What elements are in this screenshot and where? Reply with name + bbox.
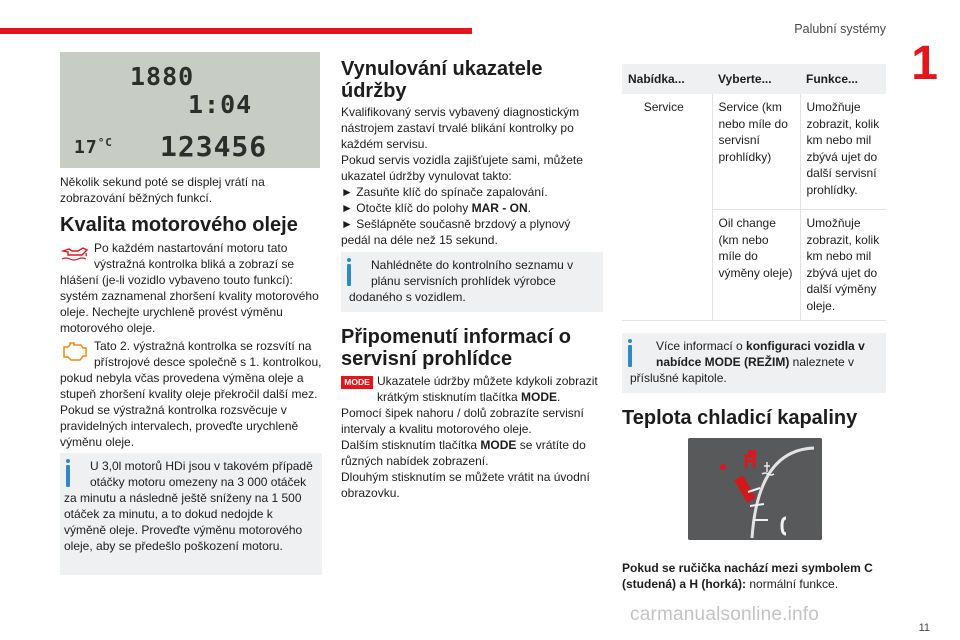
engine-warning-icon <box>60 338 90 364</box>
recall-paragraph-3 <box>341 437 603 469</box>
reset-step-2 <box>341 200 603 216</box>
recall-text: Dalším stisknutím tlačítka <box>341 438 481 452</box>
recall-paragraph-1 <box>341 373 603 405</box>
display-line2: 1:04 <box>188 90 253 119</box>
reset-section <box>341 104 603 248</box>
step-text: Otočte klíč do polohy <box>356 201 472 215</box>
running-title: Palubní systémy <box>794 22 886 36</box>
display-temp-unit: °C <box>97 136 113 149</box>
oil-paragraph-2-text: Tato 2. výstražná kontrolka se rozsvítí na přístrojové desce společně s 1. kontrolkou, pokud nebyla včas provedena výměna oleje a stupeň zhoršení kvality oleje překročil další mez. Pokud se výstražná kontrolka rozsvěcuje v pravidelných intervalech, proveďte urychleně výměnu oleje. <box>60 339 322 449</box>
table-header-row <box>622 64 886 94</box>
display-odometer: 123456 <box>160 130 268 163</box>
display-temperature <box>74 136 113 158</box>
coolant-paragraph-text: normální funkce. <box>746 577 839 591</box>
function-cell: Umožňuje zobrazit, kolik km nebo mil zbývá ujet do další servisní prohlídky. <box>800 94 886 210</box>
after-display-text: Několik sekund poté se displej vrátí na zobrazování běžných funkcí. <box>60 175 265 205</box>
coolant-paragraph-bold: Pokud se ručička nachází mezi symbolem C (studená) a H (horká): <box>622 561 873 591</box>
recall-text-end: . <box>557 390 561 404</box>
display-line1: 1880 <box>130 62 195 91</box>
oil-quality-section <box>60 240 322 450</box>
lcd-display-illustration <box>60 52 320 168</box>
page-number: 11 <box>918 622 930 634</box>
recall-text-end: se vrátíte do různých nabídek zobrazení. <box>341 438 586 468</box>
step-text: Sešlápněte současně brzdový a plynový pedál na déle než 15 sekund. <box>341 217 571 247</box>
checklist-note-text: Nahlédněte do kontrolního seznamu v plánu servisních prohlídek výrobce dodaného s vozidlem. <box>349 258 574 304</box>
recall-paragraph-4: Dlouhým stisknutím se můžete vrátit na úvodní obrazovku. <box>341 470 590 500</box>
mode-button-icon: MODE <box>341 376 373 389</box>
engine-note-box <box>60 453 322 575</box>
checklist-note-box <box>341 252 603 312</box>
oil-paragraph-1 <box>60 240 322 336</box>
bullet: ► <box>341 185 353 199</box>
display-temp-value: 17 <box>74 137 98 158</box>
bullet: ► <box>341 201 353 215</box>
mode-note-text-end: naleznete v příslušné kapitole. <box>630 355 855 385</box>
reset-paragraph-2: Pokud servis vozidla zajišťujete sami, můžete ukazatel údržby vynulovat takto: <box>341 153 583 183</box>
recall-text: Ukazatele údržby můžete kdykoli zobrazit krátkým stisknutím tlačítka <box>377 374 598 404</box>
watermark: carmanualsonline.info <box>630 604 820 625</box>
recall-paragraph-2: Pomocí šipek nahoru / dolů zobrazíte servisní intervaly a kvalitu motorového oleje. <box>341 406 584 436</box>
step-key-position: MAR - ON <box>471 201 528 215</box>
oil-can-warning-icon <box>60 242 90 262</box>
oil-quality-heading: Kvalita motorového oleje <box>60 214 298 236</box>
mode-note-emphasis: konfiguraci vozidla v nabídce MODE (REŽIM) <box>656 339 865 369</box>
select-cell: Service (km nebo míle do servisní prohlídky) <box>712 94 800 210</box>
engine-note-text: U 3,0l motorů HDi jsou v takovém případě otáčky motoru omezeny na 3 000 otáček za minutu a následně ještě sníženy na 1 500 otáček za minutu, a to dokud nedojde k výměně oleje. Proveďte výměnu motorového oleje, aby se předešlo poškození motoru. <box>64 459 313 553</box>
coolant-heading: Teplota chladicí kapaliny <box>622 407 858 429</box>
bullet: ► <box>341 217 353 231</box>
mode-note-text: Více informací o <box>656 339 747 353</box>
coolant-gauge-illustration <box>688 438 822 540</box>
reset-step-1 <box>341 184 603 200</box>
recall-heading: Připomenutí informací o servisní prohlídce <box>341 326 572 370</box>
mode-note-box <box>622 333 886 393</box>
function-cell: Umožňuje zobrazit, kolik km nebo mil zbývá ujet do další výměny oleje. <box>800 210 886 321</box>
mode-keyword: MODE <box>480 438 517 452</box>
mode-keyword: MODE <box>521 390 558 404</box>
chapter-number: 1 <box>911 37 938 90</box>
step-text: Zasuňte klíč do spínače zapalování. <box>356 185 548 199</box>
table-row <box>622 94 886 210</box>
reset-heading: Vynulování ukazatele údržby <box>341 58 543 102</box>
header-accent-bar <box>0 28 472 34</box>
oil-paragraph-1-text: Po každém nastartování motoru tato výstražná kontrolka bliká a zobrazí se hlášení (je-li vozidlo vybaveno touto funkcí): systém zaznamenal zhoršení kvality motorového oleje. Nechejte urychleně provést výměnu motorového oleje. <box>60 241 319 335</box>
menu-table <box>622 64 886 321</box>
coolant-paragraph <box>622 560 886 592</box>
table-header: Nabídka... <box>622 64 712 94</box>
step-text-end: . <box>527 201 531 215</box>
menu-cell: Service <box>622 94 712 321</box>
select-cell: Oil change (km nebo míle do výměny oleje) <box>712 210 800 321</box>
reset-step-3 <box>341 216 603 248</box>
reset-paragraph: Kvalifikovaný servis vybavený diagnostickým nástrojem zastaví trvalé blikání kontrolky po každém servisu. <box>341 105 580 151</box>
coolant-gauge-drawing <box>688 438 822 540</box>
recall-section <box>341 373 603 501</box>
table-header: Vyberte... <box>712 64 800 94</box>
table-header: Funkce... <box>800 64 886 94</box>
oil-paragraph-2 <box>60 338 322 450</box>
